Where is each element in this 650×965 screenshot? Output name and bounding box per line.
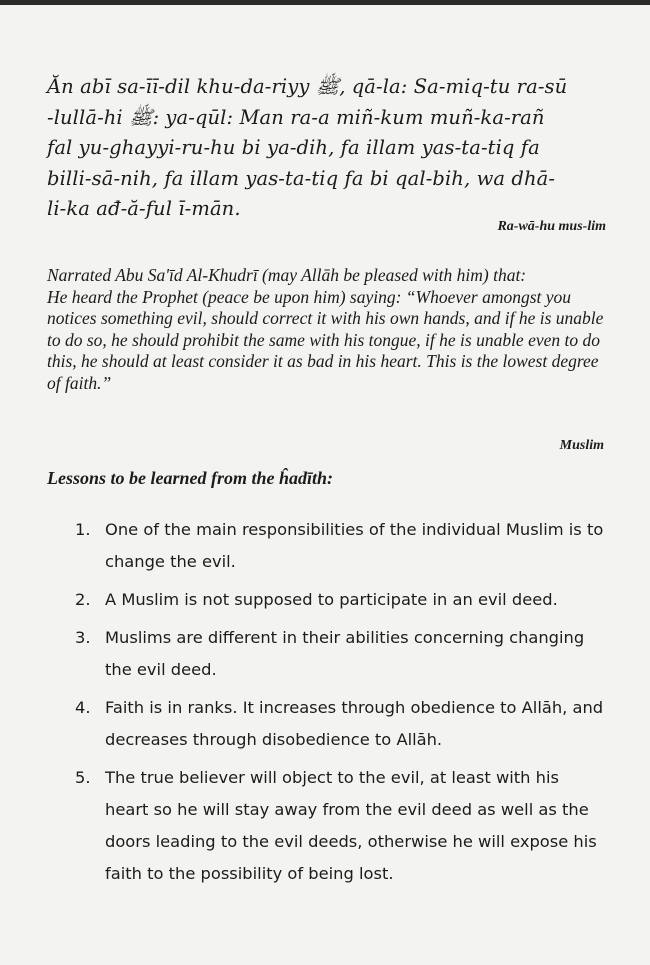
item-text: Muslims are different in their abilities concerning changing the evil deed. xyxy=(105,628,585,679)
transliteration-line: fal yu-ghayyi-ru-hu bi ya-dih, fa illam yas-ta-tiq fa xyxy=(47,136,540,159)
transliteration-line: li-ka ađ-ă-ful ī-mān. xyxy=(47,197,241,220)
hadith-translation xyxy=(47,265,607,394)
transliteration-line: Ăn abī sa-īī-dil khu-da-riyy ﷺ, qā-la: Sa-miq-tu ra-sū xyxy=(47,75,568,98)
list-item xyxy=(75,514,605,578)
page-top-edge xyxy=(0,0,650,5)
item-text: A Muslim is not supposed to participate in an evil deed. xyxy=(105,590,558,609)
item-number: 5. xyxy=(75,768,91,787)
translation-body: He heard the Prophet (peace be upon him) saying: “Whoever amongst you notices something evil, should correct it with his own hands, and if he is unable to do so, he should prohibit the same with his tongue, if he is unable even to do this, he should at least consider it as bad in his heart. This is the lowest degree of faith.” xyxy=(47,286,604,393)
item-text: Faith is in ranks. It increases through obedience to Allāh, and decreases through disobedience to Allāh. xyxy=(105,698,604,749)
list-item xyxy=(75,622,605,686)
item-number: 1. xyxy=(75,520,91,539)
item-number: 2. xyxy=(75,590,91,609)
list-item xyxy=(75,762,605,890)
transliteration-reference: Ra-wā-hu mus-lim xyxy=(497,219,606,234)
item-number: 3. xyxy=(75,628,91,647)
item-text: The true believer will object to the evil, at least with his heart so he will stay away from the evil deed as well as the doors leading to the evil deeds, otherwise he will expose his faith to the possibility of being lost. xyxy=(105,768,597,883)
transliteration-line: billi-sā-nih, fa illam yas-ta-tiq fa bi qal-bih, wa dhā- xyxy=(47,166,556,190)
translation-narrator: Narrated Abu Sa'īd Al-Khudrī (may Allāh be pleased with him) that: xyxy=(47,265,527,285)
hadith-transliteration xyxy=(47,72,607,225)
item-number: 4. xyxy=(75,698,91,717)
transliteration-line: -lullā-hi ﷺ: ya-qūl: Man ra-a miñ-kum muñ-ka-rañ xyxy=(47,105,545,129)
item-text: One of the main responsibilities of the individual Muslim is to change the evil. xyxy=(105,520,604,571)
lessons-list xyxy=(75,514,605,896)
list-item xyxy=(75,692,605,756)
list-item xyxy=(75,584,605,616)
translation-reference: Muslim xyxy=(559,438,604,453)
lessons-heading: Lessons to be learned from the ĥadīth: xyxy=(47,468,334,488)
